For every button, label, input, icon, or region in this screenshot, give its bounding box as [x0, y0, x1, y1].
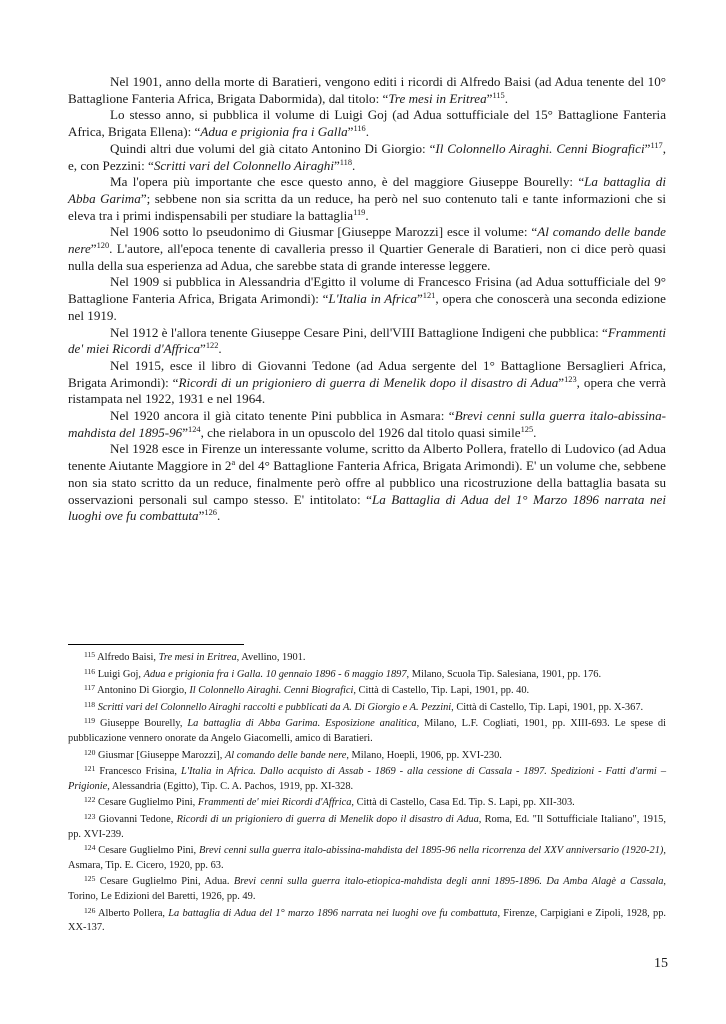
text-run: Giusmar [Giuseppe Marozzi], [95, 749, 225, 761]
main-text [68, 74, 666, 525]
footnote-reference: 120 [96, 241, 110, 251]
italic-title: Tre mesi in Eritrea [158, 652, 237, 663]
italic-title: Al comando delle bande nere [68, 224, 666, 257]
footnote-number: 117 [84, 683, 96, 693]
text-run: , opera che verrà ristampata nel 1922, 1931 e nel 1964. [68, 374, 666, 407]
italic-title: Il Colonnello Airaghi. Cenni Biografici [189, 685, 354, 697]
footnote-reference: 123 [564, 374, 577, 384]
footnote-reference: 117 [650, 140, 663, 150]
text-run: Francesco Frisina, [95, 766, 181, 778]
text-run: del 4° Battaglione Fanteria Africa, Brigata Arimondi). E' un volume che, sebbene non sia stato scritto da un reduce, finalmente però offre al pubblico una ricostruzione della battaglia basata su osservazioni personali sul campo stesso. E' intitolato: “ [68, 458, 666, 507]
footnote-120 [68, 749, 666, 764]
footnote-number: 116 [84, 666, 96, 676]
text-run: , Città di Castello, Tip. Lapi, 1901, pp. 40. [353, 685, 530, 697]
text-run: Antonino Di Giorgio, [95, 685, 190, 697]
text-run: . [218, 341, 222, 357]
text-run: Nel 1928 esce in Firenze un interessante volume, scritto da Alberto Pollera, fratello di Ludovico (ad Adua tenente Aiutante Maggiore in 2 [68, 441, 666, 474]
footnote-reference: 124 [188, 424, 201, 434]
text-run: Cesare Guglielmo Pini, [95, 797, 198, 809]
text-run: Nel 1915, esce il libro di Giovanni Tedone (ad Adua sergente del 1° Battaglione Bersaglieri Africa, Brigata Arimondi): “ [68, 357, 666, 390]
text-run: , e, con Pezzini: “ [68, 140, 666, 173]
paragraph-pini-1912 [68, 325, 666, 358]
text-run: ” [90, 241, 97, 257]
text-run: ” [347, 124, 354, 140]
text-run: ” [333, 157, 340, 173]
italic-title: La Battaglia di Adua del 1° Marzo 1896 narrata nei luoghi ove fu combattuta [68, 491, 666, 524]
text-run: Giuseppe Bourelly, [95, 718, 188, 730]
footnote-number: 125 [84, 874, 96, 884]
paragraph-bourelly [68, 174, 666, 224]
footnote-number: 119 [84, 716, 96, 726]
footnote-number: 122 [84, 795, 96, 805]
italic-title: La battaglia di Adua del 1° marzo 1896 narrata nei luoghi ove fu combattuta [168, 907, 498, 919]
italic-title: Brevi cenni sulla guerra italo-abissina-mahdista del 1895-96 nella ricorrenza del XXV anniversario (1920-21) [199, 845, 664, 857]
footnote-reference: 126 [204, 508, 217, 518]
paragraph-pini-1920 [68, 408, 666, 441]
footnote-separator [68, 644, 244, 645]
text-run: ”; sebbene non sia scritta da un reduce, ha però nel suo contenuto tali e tante informazioni che si eleva tra i primi indispensabili per studiare la battaglia [68, 190, 666, 223]
footnote-number: 121 [84, 764, 96, 774]
paragraph-frisina [68, 274, 666, 324]
footnotes [68, 651, 666, 938]
footnote-124 [68, 844, 666, 873]
text-run: . [365, 124, 369, 140]
text-run: , Alessandria (Egitto), Tip. C. A. Pachos, 1919, pp. XI-328. [107, 780, 354, 792]
page-number: 15 [654, 956, 668, 971]
italic-title: Brevi cenni sulla guerra italo-etiopica-mahdista degli anni 1895-1896. Da Amba Alagè a Cassala [233, 876, 664, 888]
text-run: , Firenze, Carpigiani e Zipoli, 1928, pp. XX-137. [68, 907, 666, 934]
text-run: . [504, 90, 509, 106]
text-run: Nel 1920 ancora il già citato tenente Pini pubblica in Asmara: “ [110, 408, 455, 424]
text-run: ” [558, 374, 565, 390]
footnote-number: 118 [84, 699, 96, 709]
footnote-number: 123 [84, 811, 96, 821]
footnote-reference: 121 [422, 291, 436, 301]
footnote-reference: 118 [339, 157, 353, 167]
text-run: Lo stesso anno, si pubblica il volume di Luigi Goj (ad Adua sottufficiale del 15° Battaglione Fanteria Africa, Brigata Ellena): “ [68, 107, 666, 140]
text-run: Quindi altri due volumi del già citato Antonino Di Giorgio: “ [110, 140, 436, 156]
italic-title: Scritti vari del Colonnello Airaghi [153, 157, 334, 173]
text-run: , Roma, Ed. "Il Sottufficiale Italiano", 1915, pp. XVI-239. [68, 813, 666, 840]
footnote-number: 124 [84, 843, 96, 853]
text-run: . L'autore, all'epoca tenente di cavalleria presso il Quartier Generale di Baratieri, non ci dice però quasi nulla della sua esperienza ad Adua, che sarebbe stata di grande interesse leggere. [68, 241, 666, 273]
paragraph-goj [68, 107, 666, 140]
footnote-number: 126 [84, 905, 96, 915]
footnote-reference: 125 [520, 424, 534, 434]
footnote-number: 120 [84, 747, 96, 757]
text-run: , Città di Castello, Casa Ed. Tip. S. Lapi, pp. XII-303. [351, 797, 575, 809]
text-run: ” [198, 508, 205, 524]
italic-title: La battaglia di Abba Garima [68, 174, 666, 206]
footnote-126 [68, 907, 666, 936]
footnote-115 [68, 651, 666, 666]
text-run: ” [416, 291, 423, 307]
text-run: . [216, 508, 221, 524]
italic-title: Adua e prigionia fra i Galla [200, 124, 348, 140]
footnote-123 [68, 813, 666, 842]
text-run: . [365, 207, 369, 223]
text-run: . [352, 157, 356, 173]
italic-title: La battaglia di Abba Garima. Esposizione analitica [187, 718, 417, 730]
text-run: Cesare Guglielmo Pini, [95, 845, 200, 857]
text-run: , Avellino, 1901. [236, 652, 306, 663]
text-run: , che rielabora in un opuscolo del 1926 dal titolo quasi simile [200, 424, 521, 440]
italic-title: Ricordi di un prigioniero di guerra di Menelik dopo il disastro di Adua [176, 813, 479, 825]
text-run: . [533, 424, 537, 440]
footnote-118 [68, 701, 666, 716]
text-run: , Milano, Scuola Tip. Salesiana, 1901, pp. 176. [406, 668, 602, 680]
text-run: Nel 1901, anno della morte di Baratieri, vengono editi i ricordi di Alfredo Baisi (ad Adua tenente del 10° Battaglione Fanteria Africa, Brigata Dabormida), dal titolo: “ [68, 74, 666, 106]
italic-title: L'Italia in Africa [328, 291, 417, 307]
footnote-number: 115 [84, 650, 96, 659]
text-run: , Milano, L.F. Cogliati, 1901, pp. XIII-693. Le spese di pubblicazione vennero onorate da Angelo Giacomelli, amico di Baratieri. [68, 718, 666, 744]
text-run: ” [182, 424, 189, 440]
paragraph-baisi [68, 74, 666, 107]
italic-title: Tre mesi in Eritrea [388, 90, 487, 106]
italic-title: Adua e prigionia fra i Galla. 10 gennaio 1896 - 6 maggio 1897 [143, 668, 407, 680]
italic-title: L'Italia in Africa. Dallo acquisto di Assab - 1869 - alla cessione di Cassala - 1897. Spedizioni - Fatti d'armi – Prigionie [68, 766, 667, 792]
footnote-reference: 116 [353, 124, 366, 134]
text-run: Ma l'opera più importante che esce questo anno, è del maggiore Giuseppe Bourelly: “ [110, 174, 585, 190]
footnote-reference: 122 [205, 341, 219, 351]
text-run: , Milano, Hoepli, 1906, pp. XVI-230. [346, 749, 502, 761]
footnote-reference: a [231, 458, 236, 468]
footnote-reference: 115 [492, 90, 505, 100]
text-run: ” [200, 341, 206, 357]
text-run: Luigi Goj, [95, 668, 144, 680]
text-run: Nel 1912 è l'allora tenente Giuseppe Cesare Pini, dell'VIII Battaglione Indigeni che pubblica: “ [110, 324, 608, 340]
paragraph-pollera [68, 441, 666, 525]
text-run: ” [644, 140, 651, 156]
text-run: , Torino, Le Edizioni del Baretti, 1926, pp. 49. [68, 876, 667, 902]
text-run: , Asmara, Tip. E. Cicero, 1920, pp. 63. [68, 845, 666, 871]
text-run: Nel 1906 sotto lo pseudonimo di Giusmar [Giuseppe Marozzi] esce il volume: “ [110, 224, 538, 240]
paragraph-di-giorgio [68, 141, 666, 174]
footnote-125 [68, 875, 666, 904]
footnote-121 [68, 765, 666, 794]
italic-title: Frammenti de' miei Ricordi d'Affrica [197, 797, 352, 809]
text-run: Nel 1909 si pubblica in Alessandria d'Egitto il volume di Francesco Frisina (ad Adua sottufficiale del 9° Battaglione Fanteria Africa, Brigata Arimondi): “ [68, 274, 666, 307]
text-run: , opera che conoscerà una seconda edizione nel 1919. [68, 291, 666, 323]
text-run: Giovanni Tedone, [95, 813, 177, 825]
italic-title: Ricordi di un prigioniero di guerra di Menelik dopo il disastro di Adua [178, 374, 559, 390]
text-run: ” [486, 90, 493, 106]
italic-title: Al comando delle bande nere [224, 749, 347, 761]
italic-title: Brevi cenni sulla guerra italo-abissina-mahdista del 1895-96 [68, 408, 666, 440]
footnote-117 [68, 684, 666, 699]
italic-title: Scritti vari del Colonnello Airaghi raccolti e pubblicati da A. Di Giorgio e A. Pezzini [97, 701, 452, 713]
text-run: Alberto Pollera, [95, 907, 169, 919]
footnote-reference: 119 [353, 207, 366, 217]
text-run: Alfredo Baisi, [95, 652, 159, 663]
footnote-116 [68, 668, 666, 683]
footnote-122 [68, 796, 666, 811]
italic-title: Frammenti de' miei Ricordi d'Affrica [68, 324, 666, 357]
text-run: Cesare Guglielmo Pini, Adua. [95, 876, 234, 888]
paragraph-giusmar [68, 224, 666, 274]
footnote-119 [68, 717, 666, 746]
italic-title: Il Colonnello Airaghi. Cenni Biografici [435, 140, 645, 156]
paragraph-tedone [68, 358, 666, 408]
text-run: , Città di Castello, Tip. Lapi, 1901, pp. X-367. [451, 701, 644, 713]
